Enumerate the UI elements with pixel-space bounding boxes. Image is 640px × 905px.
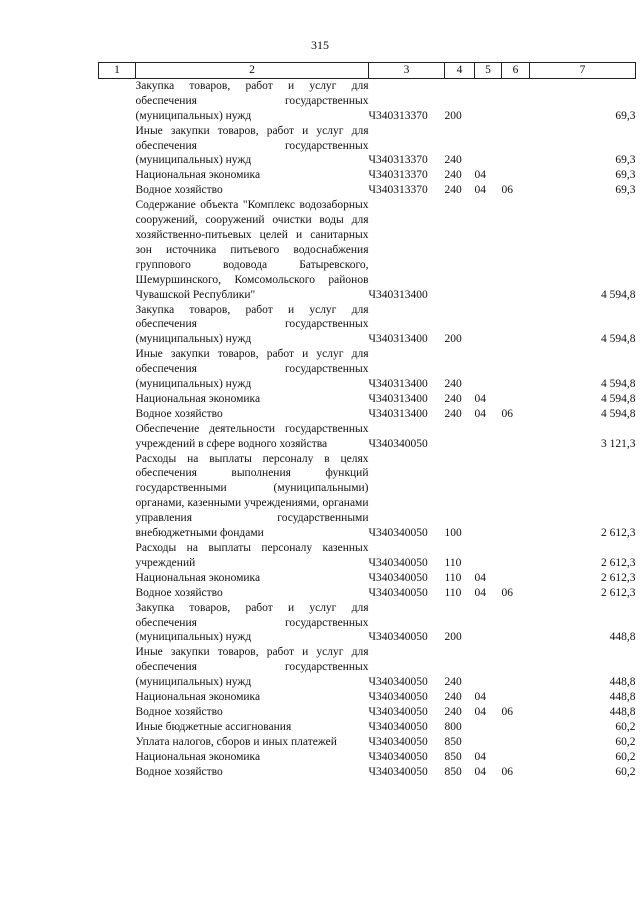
expense-name: Расходы на выплаты персоналу казенных учреждений (135, 542, 369, 569)
row-number-cell (99, 303, 136, 348)
expense-name: Иные закупки товаров, работ и услуг для обеспечения государственных (муниципальных) нужд (135, 124, 369, 167)
section-code (475, 124, 502, 169)
section-code (475, 645, 502, 690)
header-row (99, 63, 636, 79)
amount: 448,8 (609, 631, 636, 644)
target-article-code: Ч340340050 (368, 735, 428, 748)
header-col-5: 5 (475, 63, 502, 79)
target-article-code: Ч340313370 (368, 109, 428, 122)
table-row (99, 392, 636, 407)
expense-type-code: 200 (444, 631, 462, 644)
subsection-code (502, 347, 530, 392)
row-number-cell (99, 601, 136, 646)
subsection-code: 06 (501, 765, 513, 778)
expense-type-code (445, 422, 475, 452)
target-article-code: Ч340340050 (368, 691, 428, 704)
expense-name: Водное хозяйство (135, 586, 223, 599)
expense-type-code: 240 (444, 378, 462, 391)
amount: 448,8 (609, 676, 636, 689)
row-number-cell (99, 347, 136, 392)
table-row (99, 765, 636, 780)
expense-type-code: 850 (444, 750, 462, 763)
table-row (99, 198, 636, 302)
subsection-code: 06 (501, 184, 513, 197)
expense-type-code: 850 (444, 735, 462, 748)
subsection-code (502, 541, 530, 571)
section-code (475, 198, 502, 302)
table-row (99, 78, 636, 123)
section-code: 04 (474, 705, 486, 718)
table-row (99, 347, 636, 392)
expense-name: Национальная экономика (135, 392, 261, 405)
expense-name: Иные закупки товаров, работ и услуг для обеспечения государственных (муниципальных) нужд (135, 348, 369, 391)
target-article-code: Ч340340050 (368, 586, 428, 599)
section-code (475, 347, 502, 392)
subsection-code (502, 168, 530, 183)
expense-type-code: 240 (444, 676, 462, 689)
expense-type-code: 240 (444, 407, 462, 420)
header-col-6: 6 (502, 63, 530, 79)
amount: 448,8 (609, 705, 636, 718)
row-number-cell (99, 705, 136, 720)
target-article-code: Ч340340050 (368, 556, 428, 569)
row-number-cell (99, 422, 136, 452)
section-code: 04 (474, 392, 486, 405)
subsection-code (502, 452, 530, 541)
amount: 3 121,3 (601, 437, 636, 450)
expense-type-code: 200 (444, 333, 462, 346)
header-col-3: 3 (369, 63, 445, 79)
amount: 2 612,3 (601, 586, 636, 599)
section-code (475, 78, 502, 123)
subsection-code: 06 (501, 586, 513, 599)
section-code (475, 601, 502, 646)
row-number-cell (99, 720, 136, 735)
section-code: 04 (474, 750, 486, 763)
target-article-code: Ч340313400 (368, 333, 428, 346)
section-code (475, 452, 502, 541)
target-article-code: Ч340340050 (368, 765, 428, 778)
header-col-7: 7 (530, 63, 636, 79)
section-code: 04 (474, 765, 486, 778)
expense-name: Водное хозяйство (135, 407, 223, 420)
row-number-cell (99, 168, 136, 183)
subsection-code (502, 571, 530, 586)
subsection-code: 06 (501, 407, 513, 420)
expense-name: Иные бюджетные ассигнования (135, 720, 292, 733)
row-number-cell (99, 690, 136, 705)
table-row (99, 168, 636, 183)
expense-name: Содержание объекта "Комплекс водозаборных сооружений, сооружений очистки воды для хозяйственно-питьевых целей и санитарных зон источника питьевого водоснабжения группового водовода Батыревского, Шемуршинского, Комсомольского районов Чувашской Республики" (135, 199, 369, 301)
expense-name: Водное хозяйство (135, 765, 223, 778)
section-code: 04 (474, 184, 486, 197)
target-article-code: Ч340313400 (368, 378, 428, 391)
amount: 4 594,8 (601, 378, 636, 391)
row-number-cell (99, 124, 136, 169)
expense-type-code (445, 198, 475, 302)
target-article-code: Ч340340050 (368, 676, 428, 689)
table-body (99, 78, 636, 779)
amount: 69,3 (615, 184, 636, 197)
target-article-code: Ч340340050 (368, 631, 428, 644)
row-number-cell (99, 735, 136, 750)
expense-type-code: 200 (444, 109, 462, 122)
table-row (99, 303, 636, 348)
amount: 60,2 (615, 750, 636, 763)
target-article-code: Ч340313370 (368, 184, 428, 197)
expense-type-code: 240 (444, 705, 462, 718)
expense-name: Национальная экономика (135, 571, 261, 584)
expense-name: Закупка товаров, работ и услуг для обеспечения государственных (муниципальных) нужд (135, 303, 369, 346)
amount: 69,3 (615, 154, 636, 167)
table-row (99, 601, 636, 646)
row-number-cell (99, 78, 136, 123)
table-header (99, 63, 636, 79)
subsection-code (502, 303, 530, 348)
table-row (99, 422, 636, 452)
target-article-code: Ч340313400 (368, 392, 428, 405)
row-number-cell (99, 407, 136, 422)
expense-type-code: 240 (444, 154, 462, 167)
section-code: 04 (474, 169, 486, 182)
subsection-code (502, 645, 530, 690)
table-row (99, 720, 636, 735)
row-number-cell (99, 198, 136, 302)
target-article-code: Ч340340050 (368, 437, 428, 450)
subsection-code (502, 720, 530, 735)
subsection-code (502, 124, 530, 169)
subsection-code: 06 (501, 705, 513, 718)
target-article-code: Ч340340050 (368, 705, 428, 718)
amount: 2 612,3 (601, 527, 636, 540)
section-code: 04 (474, 586, 486, 599)
section-code (475, 422, 502, 452)
row-number-cell (99, 571, 136, 586)
table-row (99, 124, 636, 169)
header-col-4: 4 (445, 63, 475, 79)
expense-type-code: 110 (444, 556, 462, 569)
expense-name: Уплата налогов, сборов и иных платежей (135, 735, 337, 748)
section-code (475, 720, 502, 735)
row-number-cell (99, 452, 136, 541)
budget-table (98, 62, 636, 780)
expense-name: Национальная экономика (135, 169, 261, 182)
expense-type-code: 240 (444, 392, 462, 405)
expense-name: Национальная экономика (135, 750, 261, 763)
row-number-cell (99, 750, 136, 765)
table-row (99, 183, 636, 198)
table-row (99, 541, 636, 571)
target-article-code: Ч340313370 (368, 169, 428, 182)
amount: 60,2 (615, 765, 636, 778)
expense-type-code: 800 (444, 720, 462, 733)
expense-name: Обеспечение деятельности государственных учреждений в сфере водного хозяйства (135, 422, 369, 450)
page-number: 315 (311, 38, 329, 52)
subsection-code (502, 735, 530, 750)
section-code: 04 (474, 691, 486, 704)
target-article-code: Ч340340050 (368, 571, 428, 584)
section-code (475, 303, 502, 348)
table-row (99, 452, 636, 541)
expense-type-code: 240 (444, 184, 462, 197)
row-number-cell (99, 765, 136, 780)
expense-type-code: 240 (444, 169, 462, 182)
subsection-code (502, 392, 530, 407)
section-code (475, 541, 502, 571)
table-row (99, 750, 636, 765)
expense-name: Расходы на выплаты персоналу в целях обеспечения выполнения функций государственными (муниципальными) органами, казенными учреждениями, органами управления государственными внебюджетными фондами (135, 452, 369, 540)
subsection-code (502, 690, 530, 705)
subsection-code (502, 422, 530, 452)
row-number-cell (99, 392, 136, 407)
amount: 4 594,8 (601, 333, 636, 346)
table-row (99, 586, 636, 601)
table-row (99, 407, 636, 422)
row-number-cell (99, 541, 136, 571)
subsection-code (502, 78, 530, 123)
subsection-code (502, 750, 530, 765)
table-row (99, 735, 636, 750)
amount: 2 612,3 (601, 571, 636, 584)
expense-type-code: 850 (444, 765, 462, 778)
expense-name: Водное хозяйство (135, 705, 223, 718)
amount: 60,2 (615, 735, 636, 748)
amount: 4 594,8 (601, 288, 636, 301)
row-number-cell (99, 645, 136, 690)
expense-type-code: 240 (444, 691, 462, 704)
expense-name: Закупка товаров, работ и услуг для обеспечения государственных (муниципальных) нужд (135, 601, 369, 644)
table-row (99, 690, 636, 705)
row-number-cell (99, 586, 136, 601)
subsection-code (502, 601, 530, 646)
section-code: 04 (474, 571, 486, 584)
expense-name: Национальная экономика (135, 691, 261, 704)
table-row (99, 571, 636, 586)
amount: 4 594,8 (601, 392, 636, 405)
target-article-code: Ч340340050 (368, 720, 428, 733)
expense-name: Закупка товаров, работ и услуг для обеспечения государственных (муниципальных) нужд (135, 79, 369, 122)
amount: 60,2 (615, 720, 636, 733)
section-code: 04 (474, 407, 486, 420)
expense-name: Иные закупки товаров, работ и услуг для обеспечения государственных (муниципальных) нужд (135, 646, 369, 689)
amount: 69,3 (615, 169, 636, 182)
subsection-code (502, 198, 530, 302)
header-col-2: 2 (136, 63, 369, 79)
target-article-code: Ч340313400 (368, 288, 428, 301)
table-row (99, 705, 636, 720)
amount: 448,8 (609, 691, 636, 704)
expense-type-code: 110 (444, 571, 462, 584)
amount: 69,3 (615, 109, 636, 122)
target-article-code: Ч340340050 (368, 750, 428, 763)
expense-name: Водное хозяйство (135, 184, 223, 197)
amount: 2 612,3 (601, 556, 636, 569)
row-number-cell (99, 183, 136, 198)
amount: 4 594,8 (601, 407, 636, 420)
target-article-code: Ч340313370 (368, 154, 428, 167)
section-code (475, 735, 502, 750)
header-col-1: 1 (99, 63, 136, 79)
expense-type-code: 110 (444, 586, 462, 599)
expense-type-code: 100 (444, 527, 462, 540)
table-row (99, 645, 636, 690)
target-article-code: Ч340313400 (368, 407, 428, 420)
target-article-code: Ч340340050 (368, 527, 428, 540)
